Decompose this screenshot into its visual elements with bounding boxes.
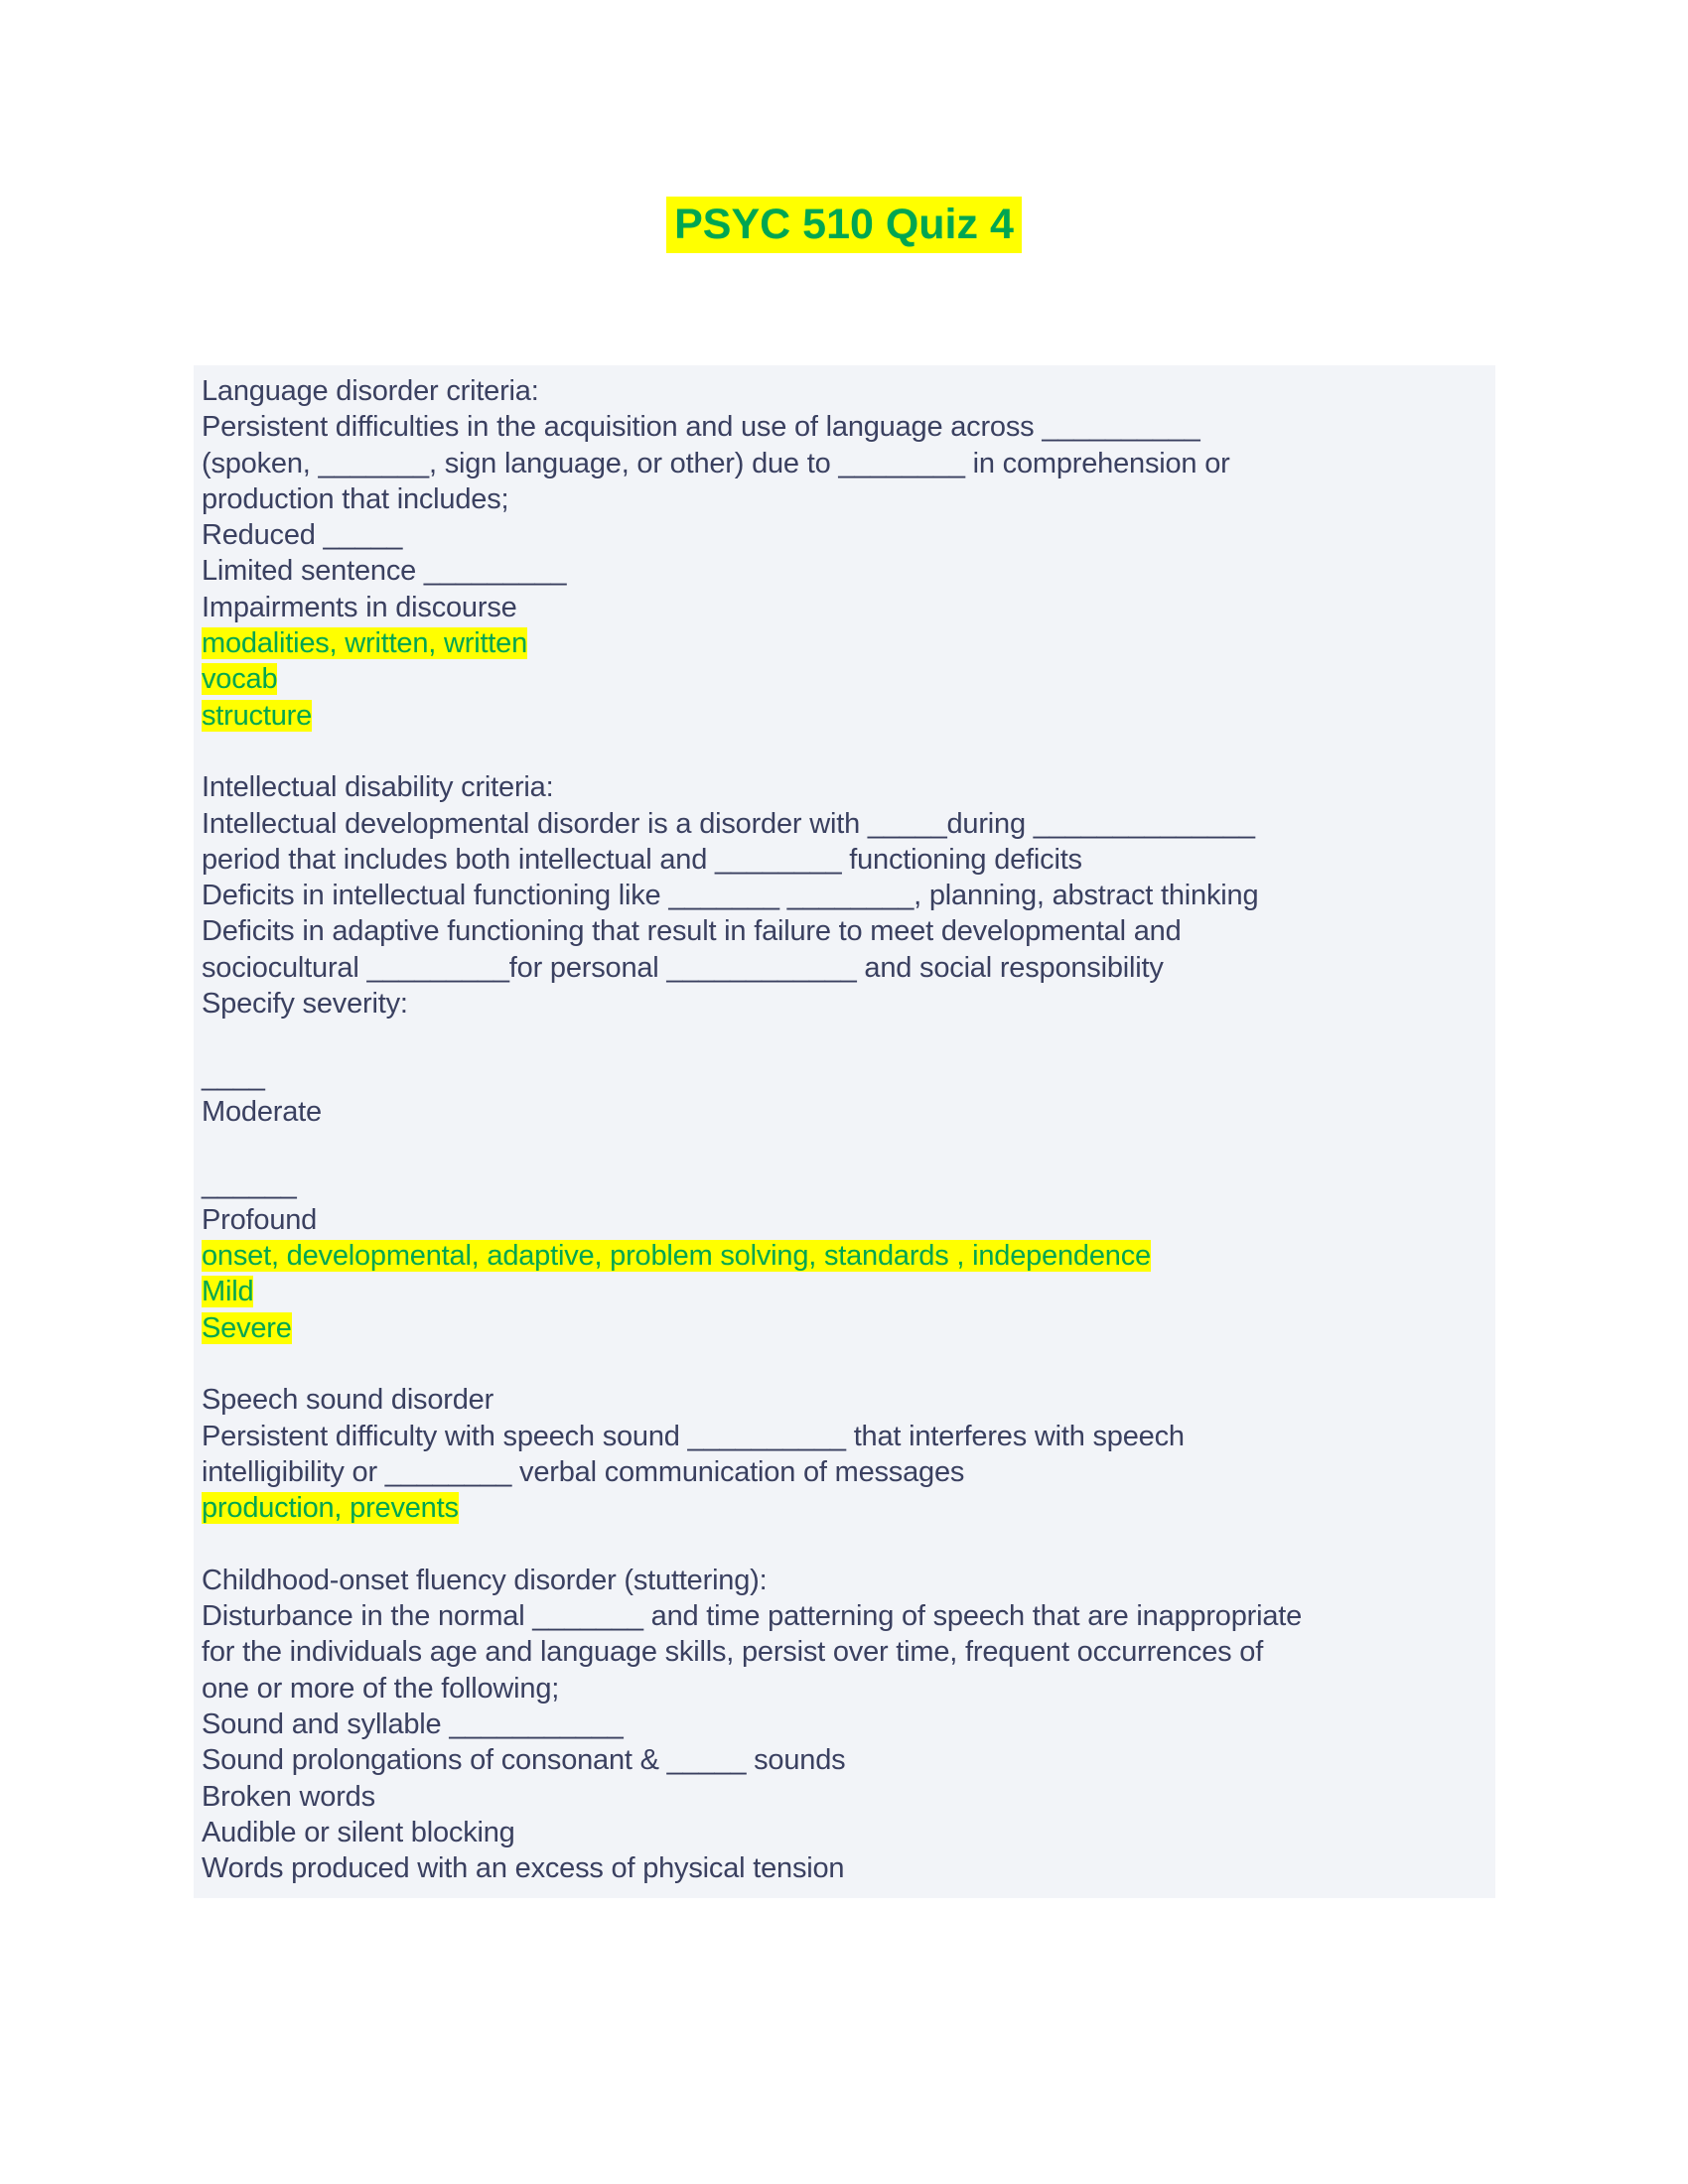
text-line: (spoken, _______, sign language, or other) due to ________ in comprehension or — [202, 447, 1230, 479]
highlighted-answer: modalities, written, written — [202, 627, 528, 660]
text-line: for the individuals age and language skills, persist over time, frequent occurrences of — [202, 1636, 1264, 1669]
text-line: Persistent difficulties in the acquisition and use of language across __________ — [202, 411, 1200, 444]
text-line: Deficits in adaptive functioning that result in failure to meet developmental and — [202, 915, 1182, 948]
highlighted-answer: structure — [202, 699, 313, 732]
text-line — [202, 1022, 1485, 1057]
text-line: Reduced _____ — [202, 519, 403, 552]
text-line: Broken words — [202, 1780, 375, 1813]
text-line: Audible or silent blocking — [202, 1816, 515, 1848]
text-line: ____ — [202, 1059, 265, 1092]
text-line: Intellectual developmental disorder is a disorder with _____during ______________ — [202, 807, 1255, 840]
text-line: Speech sound disorder — [202, 1384, 494, 1417]
highlighted-answer: production, prevents — [202, 1492, 459, 1525]
text-line: one or more of the following; — [202, 1672, 560, 1705]
text-line — [202, 661, 1485, 697]
text-line: Sound and syllable ___________ — [202, 1707, 624, 1740]
text-line: period that includes both intellectual and ________ functioning deficits — [202, 843, 1082, 876]
text-line: Childhood-onset fluency disorder (stuttering): — [202, 1564, 768, 1596]
highlighted-answer: onset, developmental, adaptive, problem solving, standards , independence — [202, 1240, 1151, 1273]
text-line — [202, 1346, 1485, 1382]
text-line — [202, 1490, 1485, 1526]
highlighted-answer: vocab — [202, 663, 278, 696]
text-line: intelligibility or ________ verbal communication of messages — [202, 1455, 965, 1488]
text-line: Impairments in discourse — [202, 591, 517, 623]
text-line — [202, 1527, 1485, 1563]
text-line — [202, 1310, 1485, 1346]
document-body — [194, 365, 1495, 1898]
text-line — [202, 1238, 1485, 1274]
text-line: Intellectual disability criteria: — [202, 771, 554, 804]
title-row — [0, 197, 1688, 253]
text-line: sociocultural _________for personal ____________ and social responsibility — [202, 951, 1164, 984]
text-line: Specify severity: — [202, 988, 408, 1021]
text-line — [202, 698, 1485, 734]
text-line — [202, 625, 1485, 661]
text-line — [202, 1274, 1485, 1309]
text-line: Words produced with an excess of physical tension — [202, 1852, 845, 1885]
text-line: Sound prolongations of consonant & _____ sounds — [202, 1744, 846, 1777]
text-line: ______ — [202, 1167, 297, 1200]
text-line: Disturbance in the normal _______ and time patterning of speech that are inappropriate — [202, 1600, 1303, 1633]
text-line: Limited sentence _________ — [202, 555, 567, 588]
highlighted-answer: Severe — [202, 1311, 292, 1344]
text-line — [202, 734, 1485, 769]
text-line: Profound — [202, 1203, 318, 1236]
text-line: Language disorder criteria: — [202, 375, 539, 407]
text-line — [202, 1130, 1485, 1165]
page-title: PSYC 510 Quiz 4 — [666, 197, 1022, 253]
text-line: Deficits in intellectual functioning like _______ ________, planning, abstract thinking — [202, 880, 1259, 912]
text-line: Persistent difficulty with speech sound __________ that interferes with speech — [202, 1420, 1185, 1452]
text-line: Moderate — [202, 1095, 322, 1128]
highlighted-answer: Mild — [202, 1276, 254, 1308]
text-line: production that includes; — [202, 482, 509, 515]
